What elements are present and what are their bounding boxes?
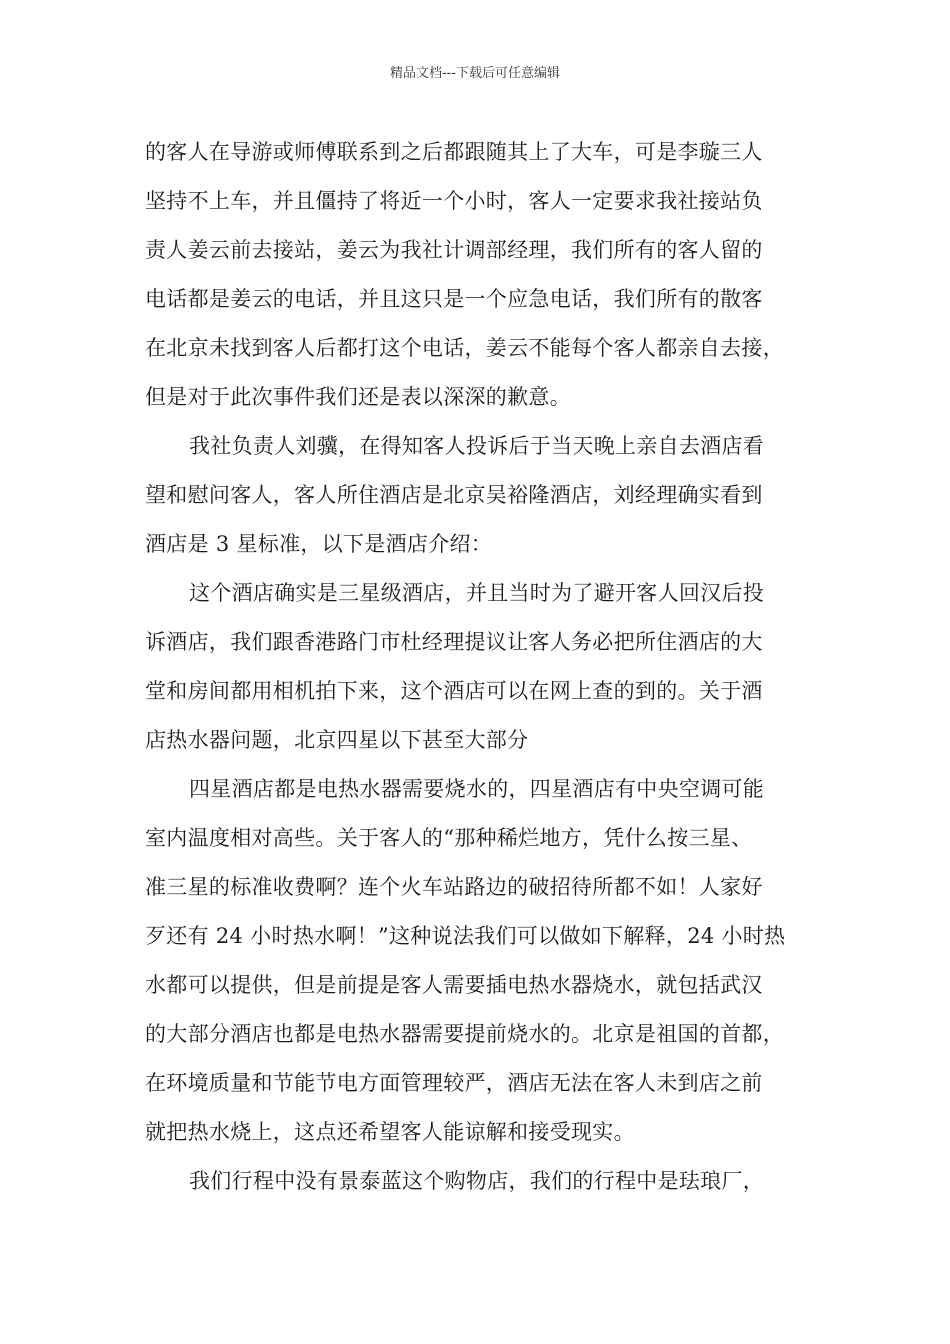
- text-line: 水都可以提供，但是前提是客人需要插电热水器烧水，就包括武汉: [145, 973, 763, 997]
- text-line: 但是对于此次事件我们还是表以深深的歉意。: [145, 385, 571, 409]
- text-line: 堂和房间都用相机拍下来，这个酒店可以在网上查的到的。关于酒: [145, 679, 763, 703]
- text-line: 的客人在导游或师傅联系到之后都跟随其上了大车，可是李璇三人: [145, 140, 763, 164]
- document-body: [145, 133, 815, 1211]
- text-line: 室内温度相对高些。关于客人的“那种稀烂地方，凭什么按三星、: [145, 826, 753, 850]
- text-line: 我社负责人刘骥，在得知客人投诉后于当天晚上亲自去酒店看: [189, 434, 765, 458]
- text-line: 坚持不上车，并且僵持了将近一个小时，客人一定要求我社接站负: [145, 189, 763, 213]
- text-line: 责人姜云前去接站，姜云为我社计调部经理，我们所有的客人留的: [145, 238, 763, 262]
- text-line: 四星酒店都是电热水器需要烧水的，四星酒店有中央空调可能: [189, 777, 765, 801]
- text-line: 歹还有 24 小时热水啊！”这种说法我们可以做如下解释，24 小时热: [145, 924, 786, 948]
- text-line: 这个酒店确实是三星级酒店，并且当时为了避开客人回汉后投: [189, 581, 765, 605]
- text-line: 诉酒店，我们跟香港路门市杜经理提议让客人务必把所住酒店的大: [145, 630, 763, 654]
- text-line: 准三星的标准收费啊？连个火车站路边的破招待所都不如！人家好: [145, 875, 763, 899]
- text-line: 电话都是姜云的电话，并且这只是一个应急电话，我们所有的散客: [145, 287, 763, 311]
- text-line: 酒店是 3 星标准，以下是酒店介绍：: [145, 532, 493, 556]
- text-line: 在环境质量和节能节电方面管理较严，酒店无法在客人未到店之前: [145, 1071, 763, 1095]
- text-line: 店热水器问题，北京四星以下甚至大部分: [145, 728, 529, 752]
- text-line: 就把热水烧上，这点还希望客人能谅解和接受现实。: [145, 1120, 635, 1144]
- text-line: 我们行程中没有景泰蓝这个购物店，我们的行程中是珐琅厂，: [189, 1169, 765, 1193]
- text-line: 在北京未找到客人后都打这个电话，姜云不能每个客人都亲自去接，: [145, 336, 784, 360]
- text-line: 的大部分酒店也都是电热水器需要提前烧水的。北京是祖国的首都，: [145, 1022, 784, 1046]
- page-header: 精品文档---下载后可任意编辑: [389, 66, 561, 81]
- text-line: 望和慰问客人，客人所住酒店是北京吴裕隆酒店，刘经理确实看到: [145, 483, 763, 507]
